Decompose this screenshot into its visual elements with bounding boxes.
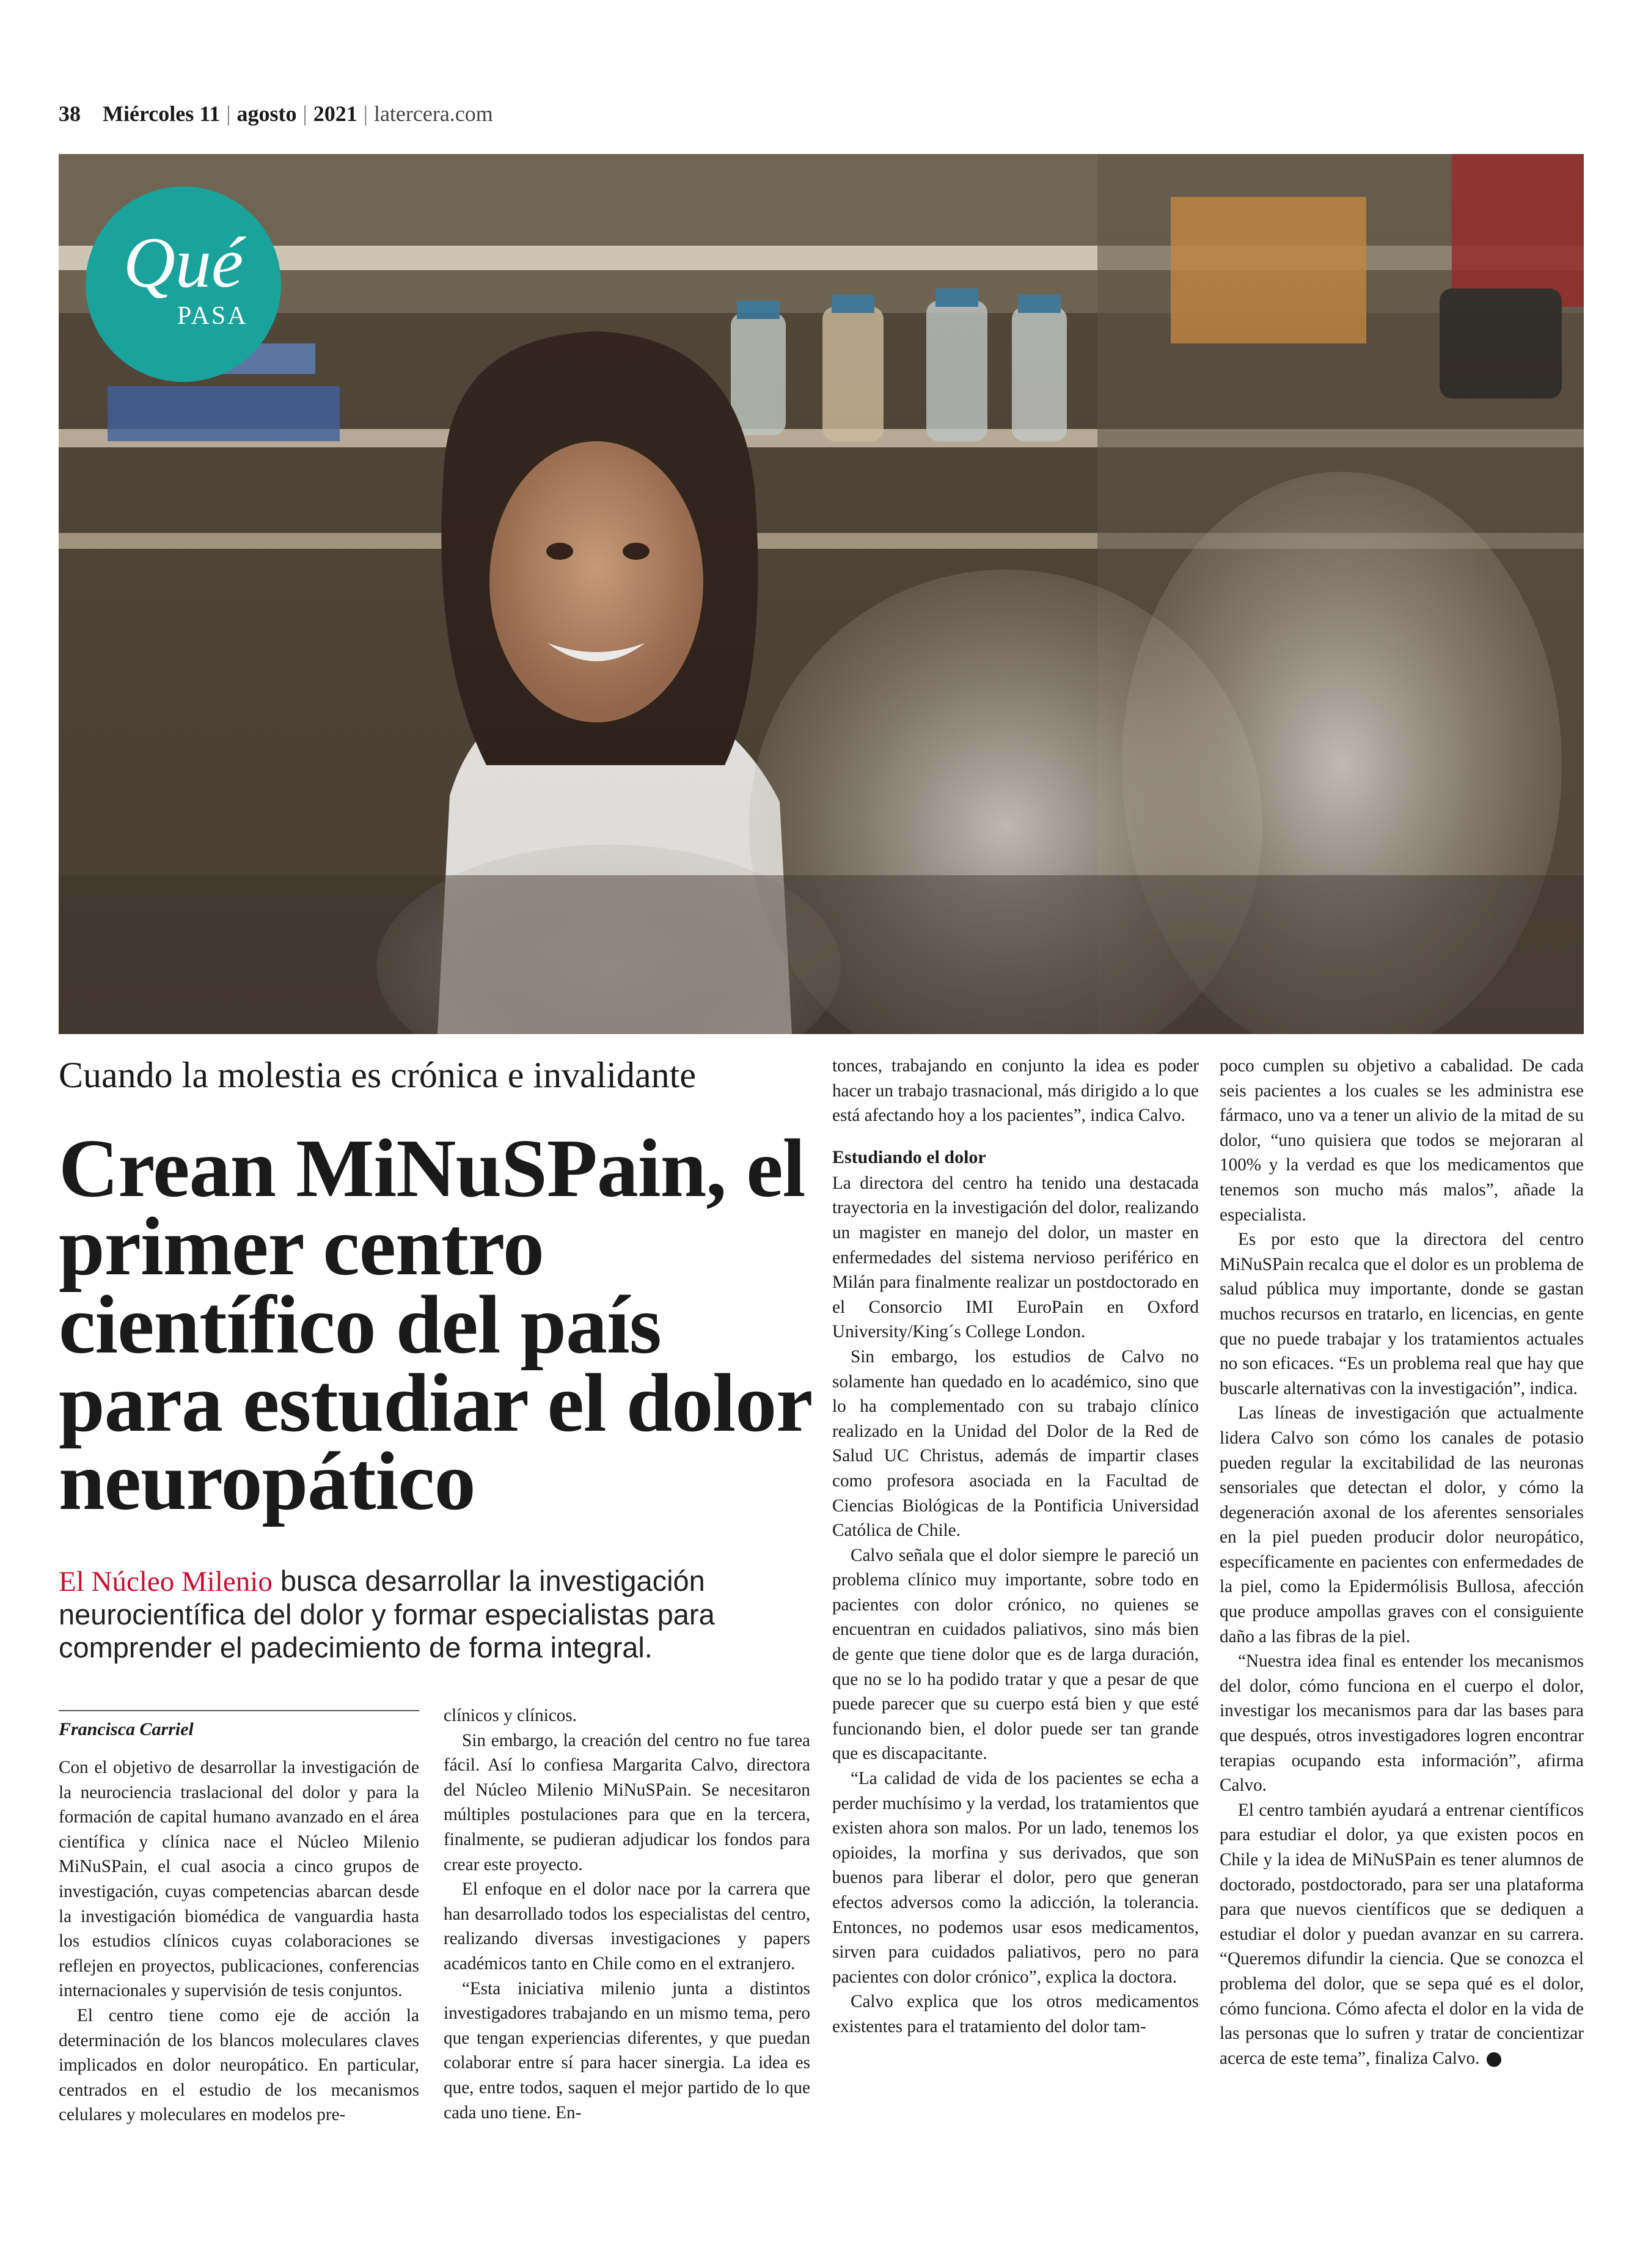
paragraph-text: El centro también ayudará a entrenar científicos para estudiar el dolor, ya que existen pocos en Chile y la idea de MiNuSPain es tener alumnos de doctorado, postdoctorado, para ser una plataforma para que nuevos científicos que se dediquen a estudiar el dolor y puedan avanzar en su carrera. “Queremos difundir la ciencia. Que se conozca el problema del dolor, que se sepa qué es el dolor, cómo funciona. Cómo afecta el dolor en la vida de las personas que lo sufren y tratar de concientizar acerca de este tema”, finaliza Calvo. [1220,1800,1584,2068]
paragraph: tonces, trabajando en conjunto la idea es poder hacer un trabajo trasnacional, más dirigido a lo que está afectando hoy a los pacientes”, indica Calvo. [832,1056,1199,1126]
subheading: Estudiando el dolor [832,1147,986,1167]
header-separator: | [363,101,368,126]
paragraph: Calvo señala que el dolor siempre le pareció un problema clínico muy importante, sobre todo en pacientes con dolor crónico, no quienes se encuentran en cuidados paliativos, sino más bien de gente que tiene dolor que es de larga duración, que no se lo ha podido tratar y que a pesar de que puede parecer que su cuerpo está bien y que esté funcionando bien, el dolor puede ser tan grande que es discapacitante. [832,1545,1199,1764]
column-3 [832,1054,1199,2039]
paragraph: Con el objetivo de desarrollar la investigación de la neurociencia traslacional del dolor y para la formación de capital humano avanzado en el área científica y clínica nace el Núcleo Milenio MiNuSPain, el cual asocia a cinco grupos de investigación, cuyas competencias abarcan desde la investigación biomédica de vanguardia hasta los estudios clínicos cuyas colaboraciones se reflejen en proyectos, publicaciones, conferencias internacionales y supervisión de tesis conjuntos. [59,1758,419,2001]
column-4 [1220,1054,1584,2071]
header-year: 2021 [313,101,357,126]
paragraph: Sin embargo, la creación del centro no fue tarea fácil. Así lo confiesa Margarita Calvo, directora del Núcleo Milenio MiNuSPain. Se necesitaron múltiples postulaciones para que en la tercera, finalmente, se pudieran adjudicar los fondos para crear este proyecto. [444,1730,810,1874]
header-separator: | [302,101,307,126]
column-1 [59,1755,419,2127]
header-day: Miércoles 11 [103,101,221,126]
dek-text: busca desarrollar la investigación neurocientífica del dolor y formar especialistas para comprender el padecimiento de forma integral. [59,1565,715,1664]
paragraph: “Nuestra idea final es entender los mecanismos del dolor, cómo funciona en el cuerpo el dolor, investigar los mecanismos para dar las bases para que después, otros investigadores logren encontrar terapias ocupando esta información”, afirma Calvo. [1220,1651,1584,1796]
badge-bottom-text: PASA [177,302,248,330]
lead-photo [59,154,1584,1034]
headline: Crean MiNuSPain, el primer centro científico del país para estudiar el dolor neuropático [59,1123,811,1527]
paragraph: poco cumplen su objetivo a cabalidad. De cada seis pacientes a los cuales se les administra ese fármaco, uno va a tener un alivio de la mitad de su dolor, “uno quisiera que todos se mejoraran al 100% y la verdad es que los medicamentos que tenemos son mucho más malos”, añade la especialista. [1220,1056,1584,1225]
paragraph: El enfoque en el dolor nace por la carrera que han desarrollado todos los especialistas del centro, realizando diversas investigaciones y papers académicos tanto en Chile como en el extranjero. [444,1879,810,1973]
byline: Francisca Carriel [59,1719,194,1739]
badge-top-text: Qué [123,222,244,303]
header-separator: | [226,101,231,126]
paragraph: La directora del centro ha tenido una destacada trayectoria en la investigación del dolor, realizando un magister en manejo del dolor, un master en enfermedades del sistema nervioso periférico en Milán para finalmente realizar un postdoctorado en el Consorcio IMI EuroPain en Oxford University/King´s College London. [832,1173,1199,1342]
paragraph: clínicos y clínicos. [444,1706,577,1725]
paragraph [1220,1798,1584,2071]
dek-highlight: El Núcleo Milenio [59,1566,273,1598]
end-mark-icon [1487,2052,1501,2067]
paragraph: Calvo explica que los otros medicamentos existentes para el tratamiento del dolor tam- [832,1992,1199,2036]
paragraph: Es por esto que la directora del centro MiNuSPain recalca que el dolor es un problema de salud pública muy importante, donde se gastan muchos recursos en tratarlo, en licencias, en gente que no puede trabajar y los tratamientos actuales no son eficaces. “Es un problema real que hay que buscarle alternativas con la investigación”, indica. [1220,1230,1584,1398]
dek [59,1565,816,1664]
page-number: 38 [59,101,81,126]
photo-scientist-lab-icon [59,154,1584,1034]
paragraph: “Esta iniciativa milenio junta a distintos investigadores trabajando en un mismo tema, pero que tengan experiencias diferentes, y que puedan colaborar entre sí para hacer sinergia. La idea es que, entre todos, saquen el mejor partido de lo que cada uno tiene. En- [444,1978,810,2123]
header-site-link[interactable]: latercera.com [373,101,493,126]
page-header [59,98,493,130]
paragraph: El centro tiene como eje de acción la determinación de los blancos moleculares claves implicados en dolor neuropático. En particular, centrados en el estudio de los mecanismos celulares y moleculares en modelos pre- [59,2005,419,2125]
que-pasa-badge [86,186,281,382]
paragraph: Las líneas de investigación que actualmente lidera Calvo son cómo los canales de potasio pueden regular la excitabilidad de las neuronas sensoriales que detectan el dolor, y cómo la degeneración axonal de los aferentes sensoriales en la piel pueden producir dolor neuropático, específicamente en pacientes con enfermedades de la piel, como la Epidermólisis Bullosa, afección que produce ampollas graves con el consiguiente daño a las fibras de la piel. [1220,1403,1584,1646]
paragraph: “La calidad de vida de los pacientes se echa a perder muchísimo y la verdad, los tratamientos que existen ahora son malos. Por un lado, tenemos los opioides, la morfina y sus derivados, que son buenos para liberar el dolor, pero que generan efectos adversos como la adicción, la tolerancia. Entonces, no podemos usar esos medicamentos, sirven para cuidados paliativos, pero no para pacientes con dolor crónico”, explica la doctora. [832,1769,1199,1987]
header-month: agosto [236,101,297,126]
kicker: Cuando la molestia es crónica e invalidante [59,1055,696,1095]
byline-divider [59,1710,419,1711]
column-2 [444,1703,810,2125]
paragraph: Sin embargo, los estudios de Calvo no solamente han quedado en lo académico, sino que lo ha complementado con su trabajo clínico realizado en la Unidad del Dolor de la Red de Salud UC Christus, además de impartir clases como profesora asociada en la Facultad de Ciencias Biológicas de la Pontificia Universidad Católica de Chile. [832,1346,1199,1541]
